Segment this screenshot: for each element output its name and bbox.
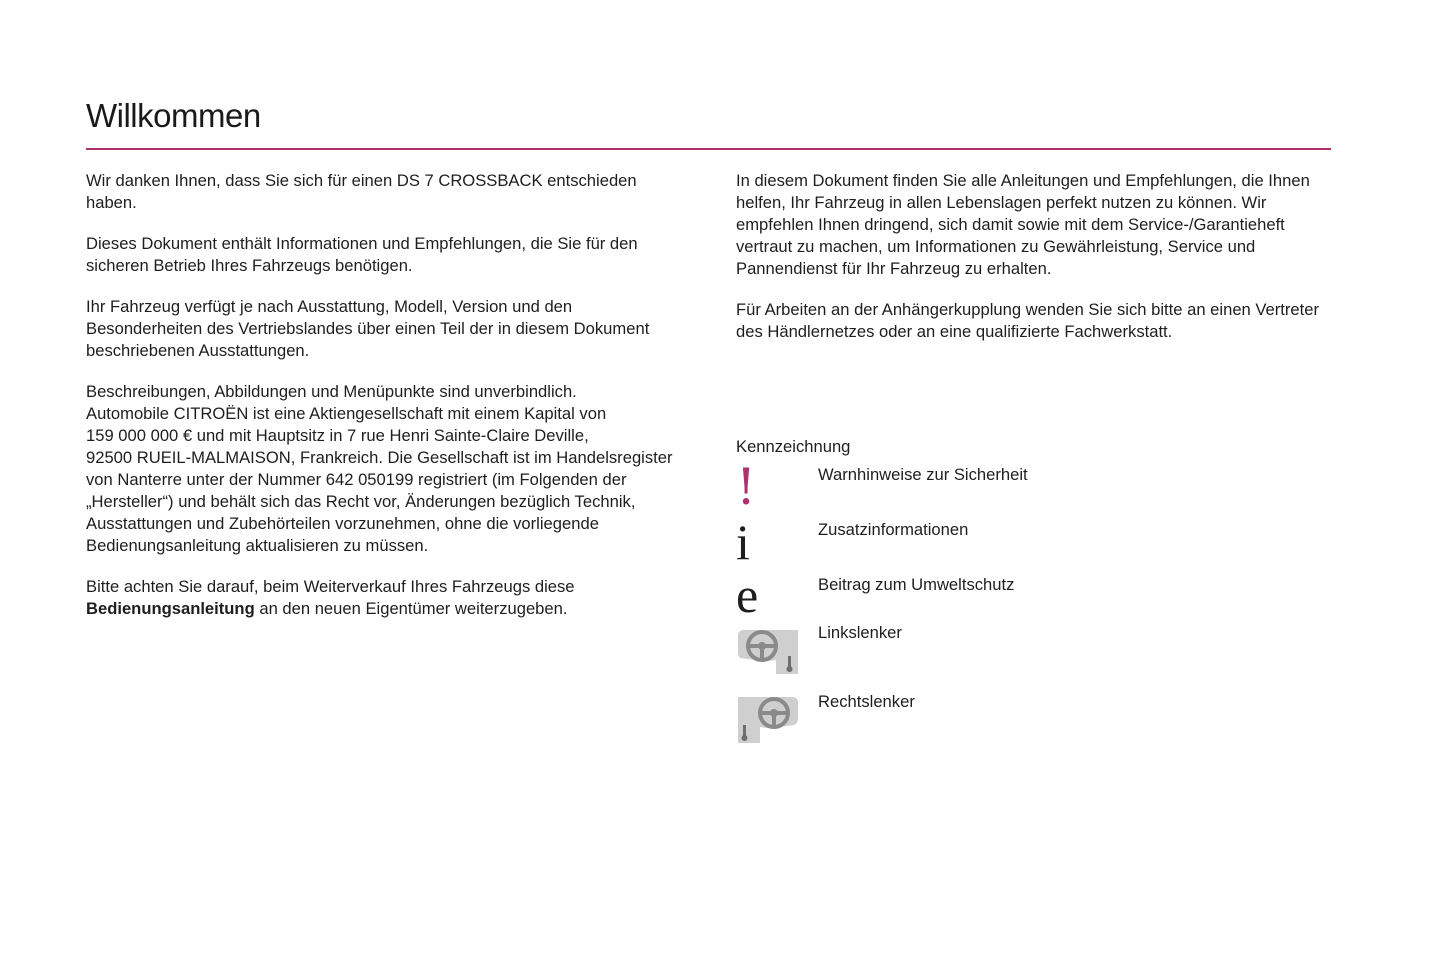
legend-label-info: Zusatzinformationen bbox=[818, 520, 969, 539]
left-hand-drive-icon bbox=[736, 626, 800, 682]
equipment-paragraph: Ihr Fahrzeug verfügt je nach Ausstattung, Modell, Version und den Besonderheiten des Vertriebslandes über einen Teil der in diesem Dokument beschriebenen Ausstattungen. bbox=[86, 297, 650, 360]
info-i-icon: i bbox=[736, 514, 750, 570]
left-column bbox=[86, 170, 686, 639]
legal-line-3: 159 000 000 € und mit Hauptsitz in 7 rue Henri Sainte-Claire Deville, bbox=[86, 426, 589, 445]
legal-line-2: Automobile CITROËN ist eine Aktiengesellschaft mit einem Kapital von bbox=[86, 404, 607, 423]
legend-label-lhd: Linkslenker bbox=[818, 623, 902, 642]
right-column bbox=[736, 170, 1336, 362]
symbol-legend bbox=[736, 436, 1336, 711]
trailer-hitch-paragraph: Für Arbeiten an der Anhängerkupplung wenden Sie sich bitte an einen Vertreter des Händlernetzes oder an eine qualifizierte Fachwerkstatt. bbox=[736, 300, 1320, 341]
resale-bold-term: Bedienungsanleitung bbox=[86, 599, 255, 618]
intro-paragraph: Wir danken Ihnen, dass Sie sich für einen DS 7 CROSSBACK entschieden haben. bbox=[86, 171, 637, 212]
legal-line-4: 92500 RUEIL-MALMAISON, Frankreich. Die Gesellschaft ist im Handelsregister von Nanterre unter der Nummer 642 050199 registriert (im Folgenden der „Hersteller“) und behält sich das Recht vor, Änderungen bezüglich Technik, Ausstattungen und Zubehörteilen vorzunehmen, ohne die vorliegende Bedienungsanleitung aktualisieren zu müssen. bbox=[86, 448, 673, 555]
resale-paragraph bbox=[86, 576, 686, 620]
resale-text-after: an den neuen Eigentümer weiterzugeben. bbox=[259, 599, 568, 618]
legend-title: Kennzeichnung bbox=[736, 437, 851, 456]
page-title: Willkommen bbox=[86, 97, 261, 134]
title-divider bbox=[86, 148, 1331, 150]
warning-exclamation-icon: ! bbox=[736, 458, 757, 516]
legend-label-eco: Beitrag zum Umweltschutz bbox=[818, 575, 1015, 594]
legend-label-warning: Warnhinweise zur Sicherheit bbox=[818, 465, 1028, 484]
eco-e-icon: e bbox=[736, 567, 759, 623]
resale-text-before: Bitte achten Sie darauf, beim Weiterverkauf Ihres Fahrzeugs diese bbox=[86, 577, 575, 596]
legal-paragraph bbox=[86, 381, 686, 557]
legend-label-rhd: Rechtslenker bbox=[818, 692, 915, 711]
guidance-paragraph: In diesem Dokument finden Sie alle Anleitungen und Empfehlungen, die Ihnen helfen, Ihr Fahrzeug in allen Lebenslagen perfekt nutzen zu können. Wir empfehlen Ihnen dringend, sich damit sowie mit dem Service-/Garantieheft vertraut zu machen, um Informationen zu Gewährleistung, Service und Pannendienst für Ihr Fahrzeug zu erhalten. bbox=[736, 171, 1310, 278]
right-hand-drive-icon bbox=[736, 693, 800, 751]
document-info-paragraph: Dieses Dokument enthält Informationen und Empfehlungen, die Sie für den sicheren Betrieb Ihres Fahrzeugs benötigen. bbox=[86, 234, 638, 275]
legal-line-1: Beschreibungen, Abbildungen und Menüpunkte sind unverbindlich. bbox=[86, 382, 577, 401]
